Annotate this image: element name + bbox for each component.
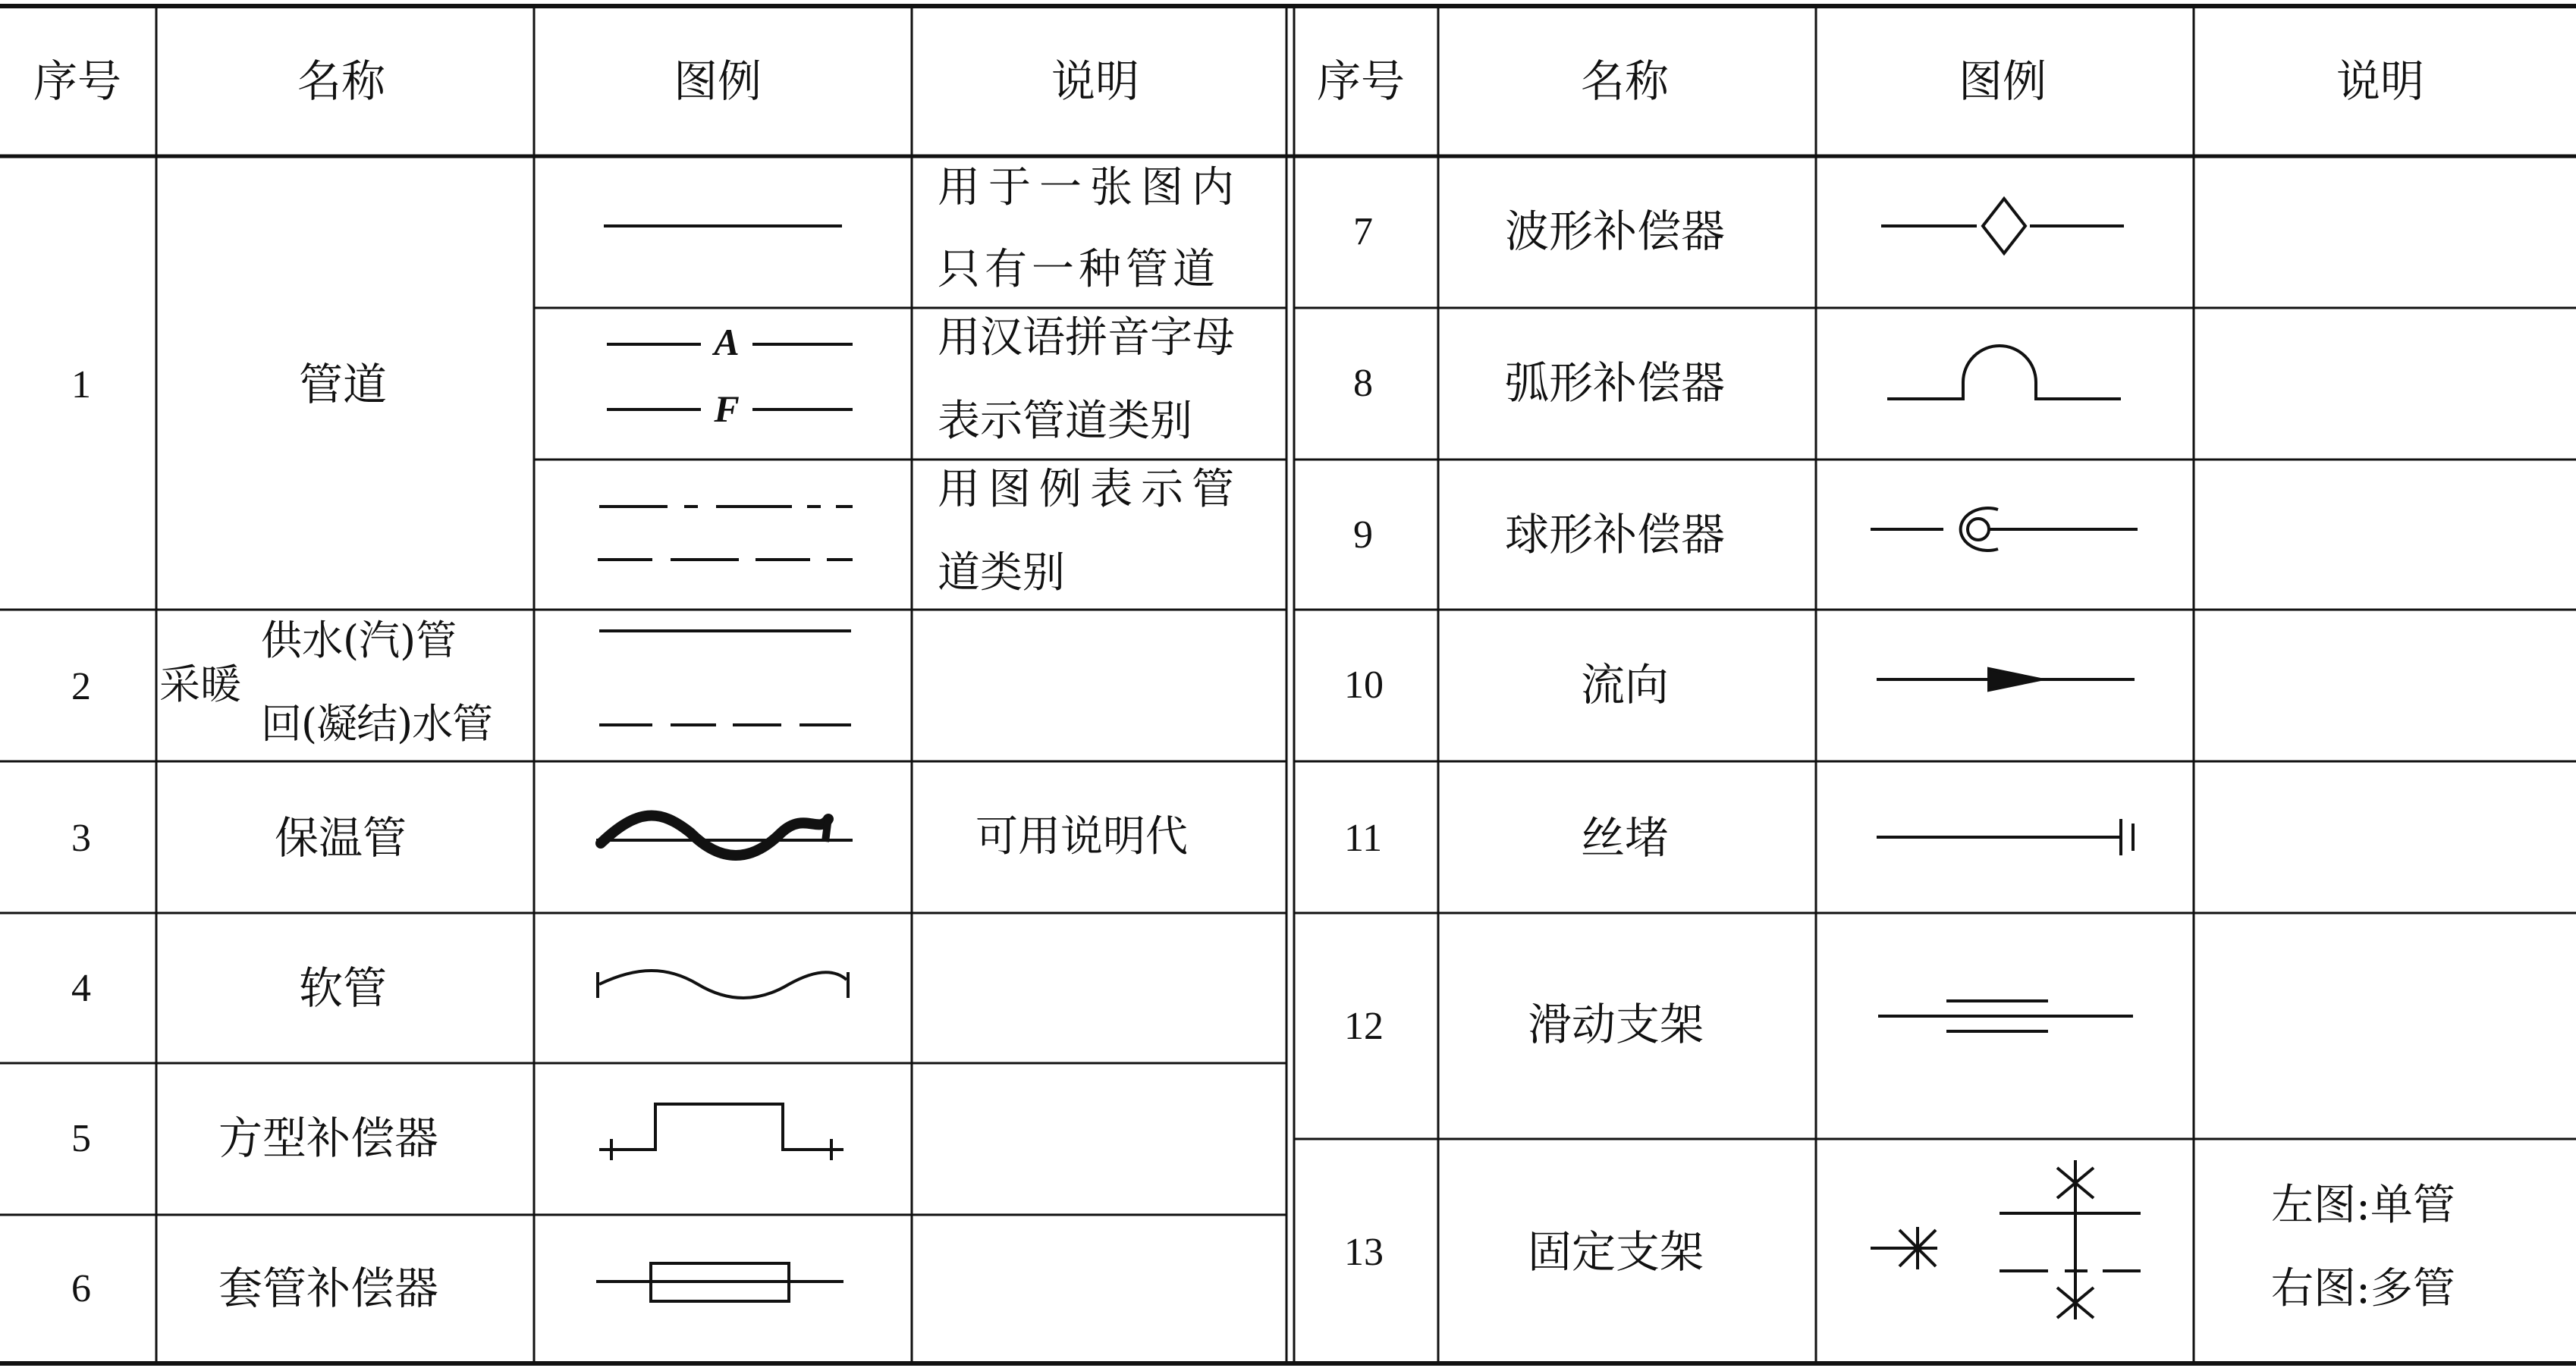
- row-1-note-3b: 道类别: [938, 548, 1065, 598]
- row-1-note-1a: 用于一张图内: [938, 163, 1242, 212]
- row-8-no: 8: [1353, 362, 1373, 405]
- legend-letter-a: A: [714, 321, 740, 363]
- header-legend-right: 图例: [1959, 55, 2047, 107]
- row-5-no: 5: [71, 1117, 91, 1160]
- row-1-note-2b: 表示管道类别: [938, 397, 1192, 446]
- legend-letter-f: F: [714, 387, 740, 430]
- legend-square-compensator: [599, 1104, 843, 1160]
- row-7-name: 波形补偿器: [1505, 205, 1726, 257]
- row-2-subname-2: 回(凝结)水管: [261, 700, 493, 748]
- row-1-note-1b: 只有一种管道: [938, 245, 1220, 294]
- row-1-no: 1: [71, 363, 91, 406]
- row-12-no: 12: [1344, 1005, 1384, 1048]
- row-11-name: 丝堵: [1581, 812, 1670, 864]
- row-6-name: 套管补偿器: [218, 1263, 439, 1314]
- legend-sleeve-compensator: [596, 1263, 843, 1301]
- row-6-no: 6: [71, 1267, 91, 1310]
- header-no-right: 序号: [1317, 55, 1406, 107]
- row-12-name: 滑动支架: [1528, 999, 1704, 1050]
- legend-dash-lines: [598, 507, 853, 560]
- header-note-right: 说明: [2336, 55, 2425, 107]
- row-1-name: 管道: [299, 359, 388, 410]
- row-13-no: 13: [1344, 1231, 1384, 1274]
- legend-diamond-on-line: [1881, 199, 2124, 253]
- row-10-no: 10: [1344, 664, 1384, 707]
- legend-hose-wave: [598, 971, 848, 998]
- legend-sliding-support: [1878, 1001, 2133, 1031]
- row-1-note-3a: 用图例表示管: [938, 465, 1242, 514]
- row-13-name: 固定支架: [1528, 1226, 1704, 1278]
- row-2-no: 2: [71, 665, 91, 708]
- row-8-name: 弧形补偿器: [1505, 357, 1726, 409]
- row-9-name: 球形补偿器: [1505, 509, 1726, 560]
- header-name: 名称: [297, 55, 386, 107]
- header-legend: 图例: [674, 55, 762, 107]
- legend-ball-symbol: [1871, 508, 2138, 551]
- row-2-name: 采暖: [159, 660, 241, 708]
- row-5-name: 方型补偿器: [218, 1112, 439, 1164]
- row-9-no: 9: [1353, 513, 1373, 557]
- legend-arrow-on-line: [1877, 669, 2135, 690]
- legend-line-end-plug: [1877, 819, 2133, 855]
- row-7-no: 7: [1353, 210, 1373, 253]
- row-13-note-2: 右图:多管: [2271, 1264, 2455, 1313]
- row-3-no: 3: [71, 817, 91, 860]
- row-1-note-2a: 用汉语拼音字母: [938, 313, 1235, 362]
- row-2-subname-1: 供水(汽)管: [261, 616, 457, 664]
- row-4-no: 4: [71, 967, 91, 1010]
- header-note: 说明: [1051, 55, 1140, 107]
- row-13-note-1: 左图:单管: [2271, 1181, 2455, 1230]
- row-3-note: 可用说明代: [975, 812, 1188, 861]
- legend-insulated-pipe: [596, 816, 853, 855]
- row-11-no: 11: [1344, 817, 1383, 860]
- legend-arc-bump: [1887, 346, 2121, 399]
- row-3-name: 保温管: [275, 812, 407, 864]
- legend-solid-over-dashed: [599, 631, 851, 725]
- header-no: 序号: [33, 55, 122, 107]
- row-10-name: 流向: [1581, 659, 1670, 711]
- legend-fixed-support: [1871, 1160, 2141, 1319]
- header-name-right: 名称: [1581, 55, 1670, 107]
- row-4-name: 软管: [299, 962, 388, 1014]
